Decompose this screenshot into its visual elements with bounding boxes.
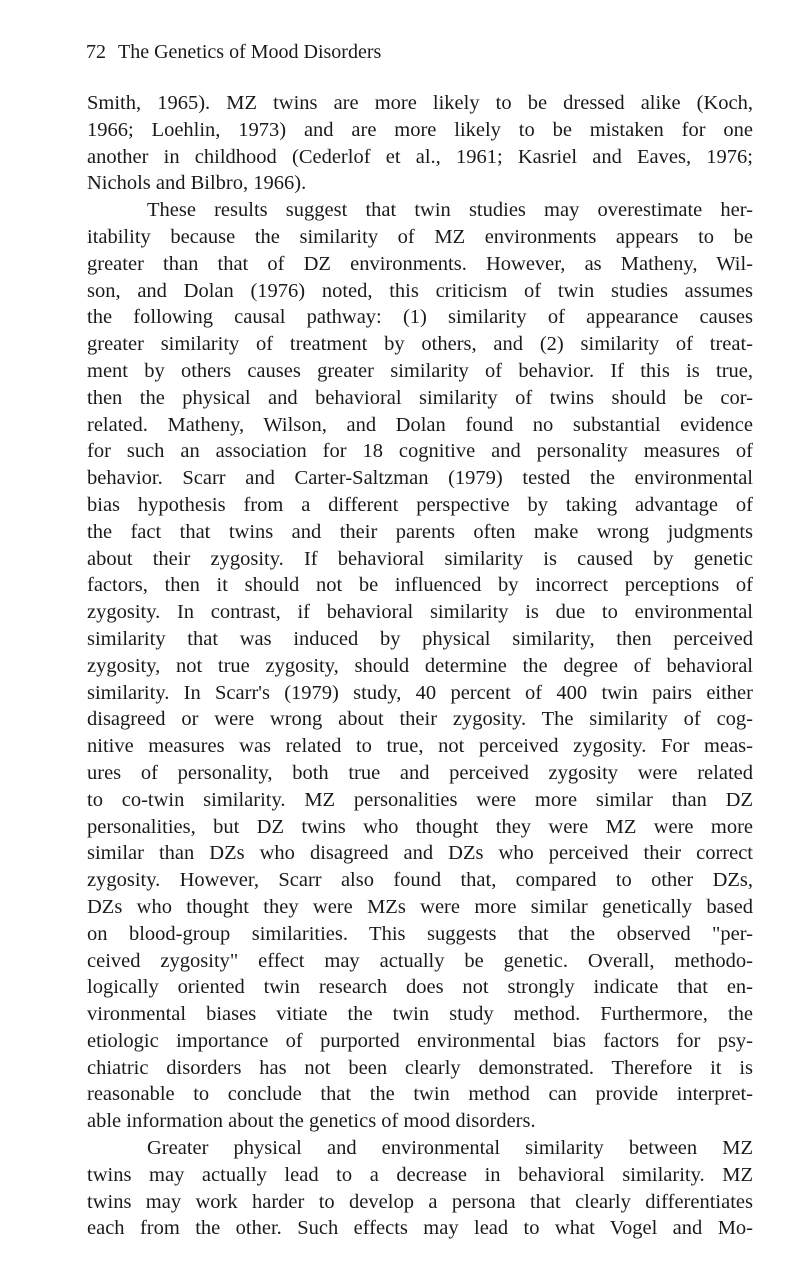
text-line: ment by others causes greater similarity of behavior. If this is true, [87, 359, 753, 382]
text-line: etiologic importance of purported environmental bias factors for psy- [87, 1029, 753, 1052]
text-line: another in childhood (Cederlof et al., 1961; Kasriel and Eaves, 1976; [87, 145, 753, 168]
text-line: Smith, 1965). MZ twins are more likely to be dressed alike (Koch, [87, 92, 753, 114]
text-line: similarity that was induced by physical similarity, then perceived [87, 627, 753, 650]
text-line: Nichols and Bilbro, 1966). [87, 172, 307, 195]
text-line: about their zygosity. If behavioral similarity is caused by genetic [87, 547, 753, 570]
text-line: twins may work harder to develop a persona that clearly differentiates [87, 1190, 753, 1213]
text-line: These results suggest that twin studies may overestimate her- [147, 199, 753, 222]
text-line: son, and Dolan (1976) noted, this criticism of twin studies assumes [87, 279, 753, 302]
text-line: to co-twin similarity. MZ personalities were more similar than DZ [87, 788, 753, 811]
text-line: able information about the genetics of mood disorders. [87, 1110, 536, 1133]
text-line: reasonable to conclude that the twin method can provide interpret- [87, 1083, 753, 1106]
text-line: disagreed or were wrong about their zygosity. The similarity of cog- [87, 708, 753, 731]
body-text [87, 90, 753, 1242]
text-line: related. Matheny, Wilson, and Dolan found no substantial evidence [87, 413, 753, 436]
page-number: 72 [86, 41, 106, 63]
text-line: the fact that twins and their parents often make wrong judgments [87, 520, 753, 543]
text-line: the following causal pathway: (1) similarity of appearance causes [87, 306, 753, 329]
text-line: each from the other. Such effects may lead to what Vogel and Mo- [87, 1217, 753, 1240]
text-line: Greater physical and environmental similarity between MZ [147, 1137, 753, 1160]
running-header [86, 38, 381, 66]
text-line: itability because the similarity of MZ environments appears to be [87, 225, 753, 248]
text-line: nitive measures was related to true, not perceived zygosity. For meas- [87, 735, 753, 758]
text-line: greater similarity of treatment by others, and (2) similarity of treat- [87, 333, 753, 356]
text-line: bias hypothesis from a different perspective by taking advantage of [87, 493, 753, 516]
text-line: behavior. Scarr and Carter-Saltzman (1979) tested the environmental [87, 467, 753, 490]
text-line: similar than DZs who disagreed and DZs who perceived their correct [87, 842, 753, 865]
text-line: similarity. In Scarr's (1979) study, 40 percent of 400 twin pairs either [87, 681, 753, 704]
text-line: factors, then it should not be influenced by incorrect perceptions of [87, 574, 753, 597]
text-line: DZs who thought they were MZs were more similar genetically based [87, 895, 753, 918]
text-line: then the physical and behavioral similarity of twins should be cor- [87, 386, 753, 409]
text-line: logically oriented twin research does not strongly indicate that en- [87, 976, 753, 999]
text-line: 1966; Loehlin, 1973) and are more likely to be mistaken for one [87, 118, 753, 141]
text-line: ures of personality, both true and perceived zygosity were related [87, 761, 753, 784]
text-line: personalities, but DZ twins who thought they were MZ were more [87, 815, 753, 838]
text-line: zygosity, not true zygosity, should determine the degree of behavioral [87, 654, 753, 677]
text-line: on blood-group similarities. This suggests that the observed "per- [87, 922, 753, 945]
text-line: for such an association for 18 cognitive and personality measures of [87, 440, 753, 463]
text-line: chiatric disorders has not been clearly demonstrated. Therefore it is [87, 1056, 753, 1079]
text-line: ceived zygosity" effect may actually be genetic. Overall, methodo- [87, 949, 753, 972]
running-title: The Genetics of Mood Disorders [118, 41, 382, 63]
text-line: greater than that of DZ environments. However, as Matheny, Wil- [87, 252, 753, 275]
text-line: zygosity. However, Scarr also found that, compared to other DZs, [87, 869, 753, 892]
text-line: vironmental biases vitiate the twin study method. Furthermore, the [87, 1003, 753, 1026]
text-line: twins may actually lead to a decrease in behavioral similarity. MZ [87, 1163, 753, 1186]
text-line: zygosity. In contrast, if behavioral similarity is due to environmental [87, 601, 753, 624]
